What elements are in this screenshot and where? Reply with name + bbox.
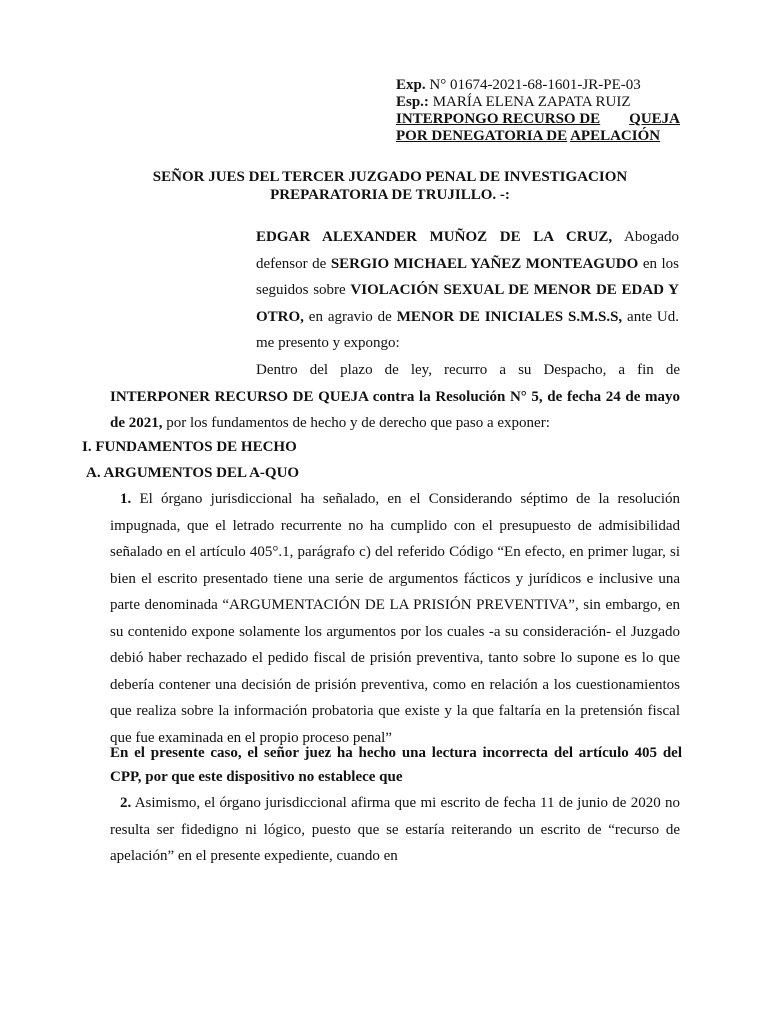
item-2-paragraph: 2. Asimismo, el órgano jurisdiccional afirma que mi escrito de fecha 11 de junio de 2020 no resulta ser fidedigno ni lógico, puesto que se estaría reiterando un escrito de “recurso de apelación” en el presente expediente, cuando en bbox=[110, 795, 680, 864]
bold-note: En el presente caso, el señor juez ha hecho una lectura incorrecta del artículo 405 del CPP, por que este dispositivo no establece que bbox=[110, 745, 682, 785]
case-subject-line1: INTERPONGO RECURSO DE QUEJA bbox=[396, 111, 680, 127]
case-subject-line2: POR DENEGATORIA DE APELACIÓN bbox=[396, 128, 661, 144]
case-specialist: Esp.: MARÍA ELENA ZAPATA RUIZ bbox=[396, 94, 631, 110]
petition-paragraph: Dentro del plazo de ley, recurro a su Despacho, a fin de INTERPONER RECURSO DE QUEJA contra la Resolución N° 5, de fecha 24 de mayo de 2021, por los fundamentos de hecho y de derecho que paso a exponer: bbox=[110, 362, 680, 431]
case-header bbox=[396, 77, 686, 145]
addressee bbox=[120, 168, 660, 204]
addressee-line1: SEÑOR JUES DEL TERCER JUZGADO PENAL DE INVESTIGACION bbox=[152, 169, 628, 185]
section-heading-facts: I. FUNDAMENTOS DE HECHO bbox=[82, 439, 297, 455]
item-1-paragraph: 1. El órgano jurisdiccional ha señalado, en el Considerando séptimo de la resolución impugnada, que el letrado recurrente no ha cumplido con el presupuesto de admisibilidad señalado en el artículo 405°.1, parágrafo c) del referido Código “En efecto, en primer lugar, si bien el escrito presentado tiene una serie de argumentos fácticos y jurídicos e inclusive una parte denominada “ARGUMENTACIÓN DE LA PRISIÓN PREVENTIVA”, sin embargo, en su contenido expone solamente los argumentos por los cuales -a su consideración- el Juzgado debió haber rechazado el pedido fiscal de prisión preventiva, tanto sobre lo supone es lo que debería contener una decisión de prisión preventiva, como en relación a los cuestionamientos que realiza sobre la información probatoria que existe y la que faltaría en la pretensión fiscal que fue examinada en el propio proceso penal” bbox=[110, 491, 680, 746]
case-number: Exp. N° 01674-2021-68-1601-JR-PE-03 bbox=[396, 77, 641, 93]
addressee-line2: PREPARATORIA DE TRUJILLO. -: bbox=[270, 187, 510, 203]
section-heading-a-quo: A. ARGUMENTOS DEL A-QUO bbox=[86, 465, 300, 481]
intro-paragraph: EDGAR ALEXANDER MUÑOZ DE LA CRUZ, Abogado defensor de SERGIO MICHAEL YAÑEZ MONTEAGUDO en los seguidos sobre VIOLACIÓN SEXUAL DE MENOR DE EDAD Y OTRO, en agravio de MENOR DE INICIALES S.M.S.S, ante Ud. me presento y expongo: bbox=[256, 229, 679, 351]
